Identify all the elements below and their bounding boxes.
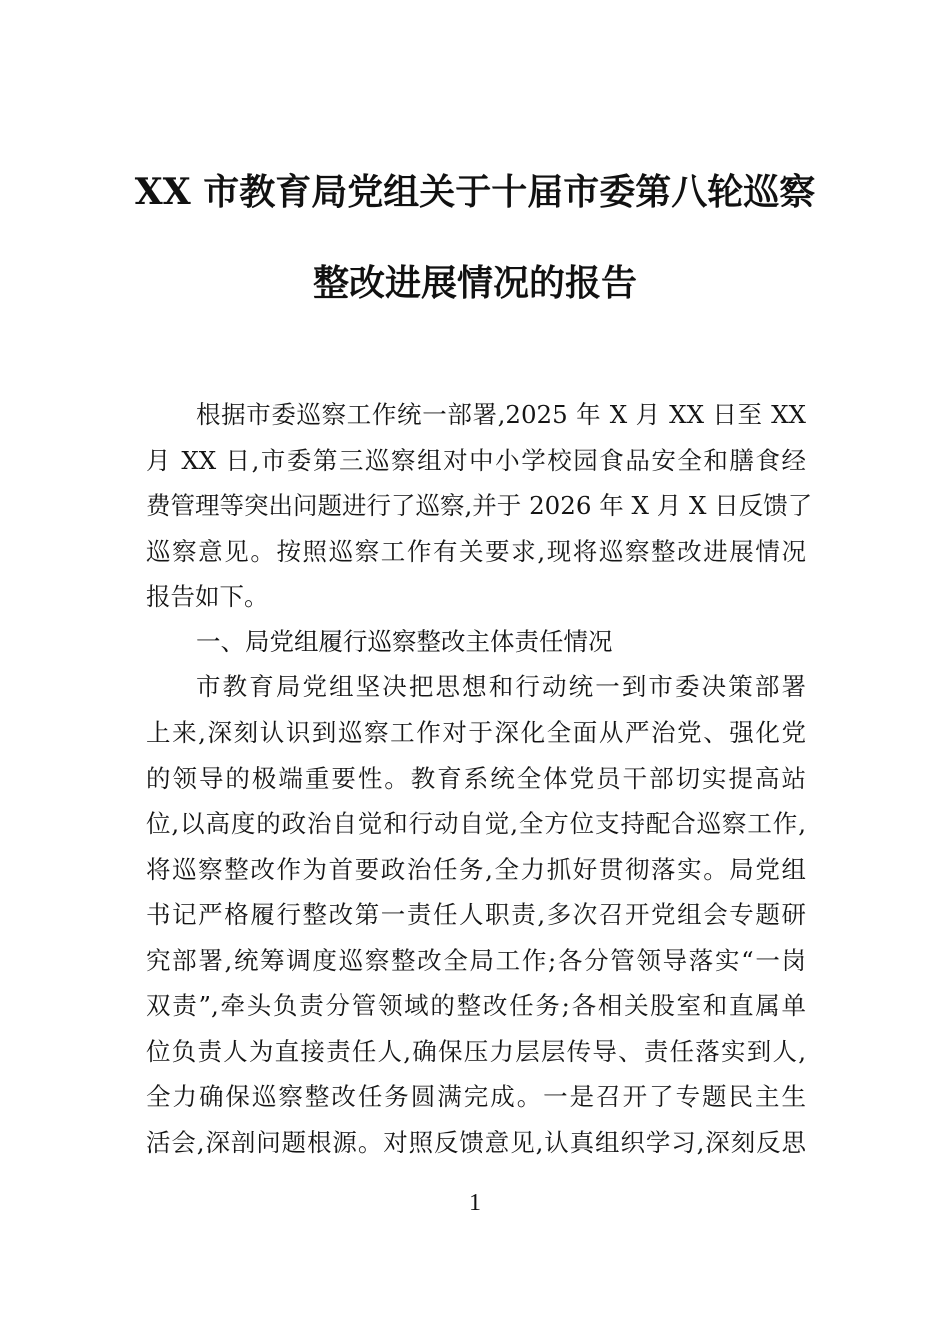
paragraph-2-line: 将巡察整改作为首要政治任务,全力抓好贯彻落实。局党组	[146, 855, 806, 884]
paragraph-1-line: 巡察意见。按照巡察工作有关要求,现将巡察整改进展情况	[146, 537, 806, 566]
paragraph-2-line: 位,以高度的政治自觉和行动自觉,全方位支持配合巡察工作,	[146, 809, 806, 838]
paragraph-2-line: 双责”,牵头负责分管领域的整改任务;各相关股室和直属单	[146, 991, 806, 1020]
paragraph-1-line: 月 XX 日,市委第三巡察组对中小学校园食品安全和膳食经	[146, 446, 806, 475]
paragraph-2-line: 书记严格履行整改第一责任人职责,多次召开党组会专题研	[146, 900, 806, 929]
paragraph-2-line: 市教育局党组坚决把思想和行动统一到市委决策部署	[196, 672, 806, 701]
paragraph-2-line: 上来,深刻认识到巡察工作对于深化全面从严治党、强化党	[146, 718, 806, 747]
paragraph-2-line: 的领导的极端重要性。教育系统全体党员干部切实提高站	[146, 764, 806, 793]
page-number: 1	[469, 1190, 481, 1216]
document-title-line-1: XX 市教育局党组关于十届市委第八轮巡察	[134, 171, 816, 213]
paragraph-1-line: 根据市委巡察工作统一部署,2025 年 X 月 XX 日至 XX	[196, 400, 806, 429]
paragraph-1-line: 费管理等突出问题进行了巡察,并于 2026 年 X 月 X 日反馈了	[146, 491, 813, 520]
paragraph-2-line: 位负责人为直接责任人,确保压力层层传导、责任落实到人,	[146, 1037, 806, 1066]
document-title-line-2: 整改进展情况的报告	[312, 262, 637, 304]
paragraph-1-line: 报告如下。	[146, 582, 269, 611]
section-heading: 一、局党组履行巡察整改主体责任情况	[196, 627, 613, 656]
paragraph-2-line: 究部署,统筹调度巡察整改全局工作;各分管领导落实“一岗	[146, 946, 806, 975]
paragraph-2-line: 全力确保巡察整改任务圆满完成。一是召开了专题民主生	[146, 1082, 806, 1111]
paragraph-2-line: 活会,深剖问题根源。对照反馈意见,认真组织学习,深刻反思	[146, 1128, 806, 1157]
